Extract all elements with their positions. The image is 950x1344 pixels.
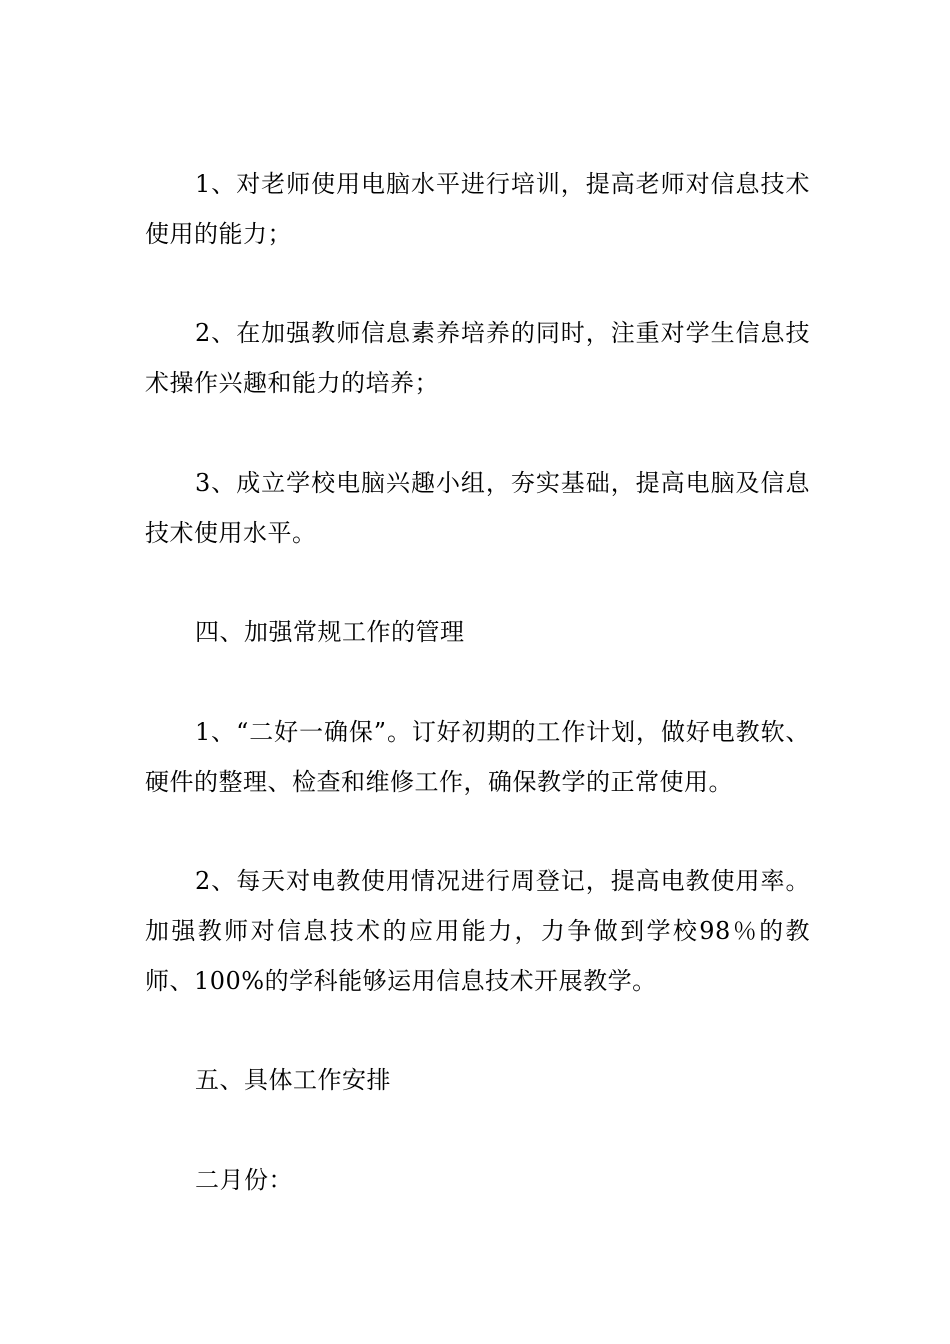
section-heading-routine-management: 四、加强常规工作的管理: [195, 618, 465, 646]
paragraph-computer-club: 3、成立学校电脑兴趣小组，夯实基础，提高电脑及信息技术使用水平。: [145, 469, 810, 547]
paragraph-teacher-training: 1、对老师使用电脑水平进行培训，提高老师对信息技术使用的能力；: [145, 170, 810, 248]
paragraph-student-literacy: 2、在加强教师信息素养培养的同时，注重对学生信息技术操作兴趣和能力的培养；: [145, 319, 810, 397]
month-heading-february: 二月份：: [195, 1166, 293, 1194]
paragraph-two-good-one-ensure: 1、“二好一确保”。订好初期的工作计划，做好电教软、硬件的整理、检查和维修工作，确保教学的正常使用。: [145, 718, 810, 796]
paragraph-daily-registration: 2、每天对电教使用情况进行周登记，提高电教使用率。加强教师对信息技术的应用能力，力争做到学校98％的教师、100%的学科能够运用信息技术开展教学。: [145, 867, 810, 995]
section-heading-work-schedule: 五、具体工作安排: [195, 1066, 391, 1094]
